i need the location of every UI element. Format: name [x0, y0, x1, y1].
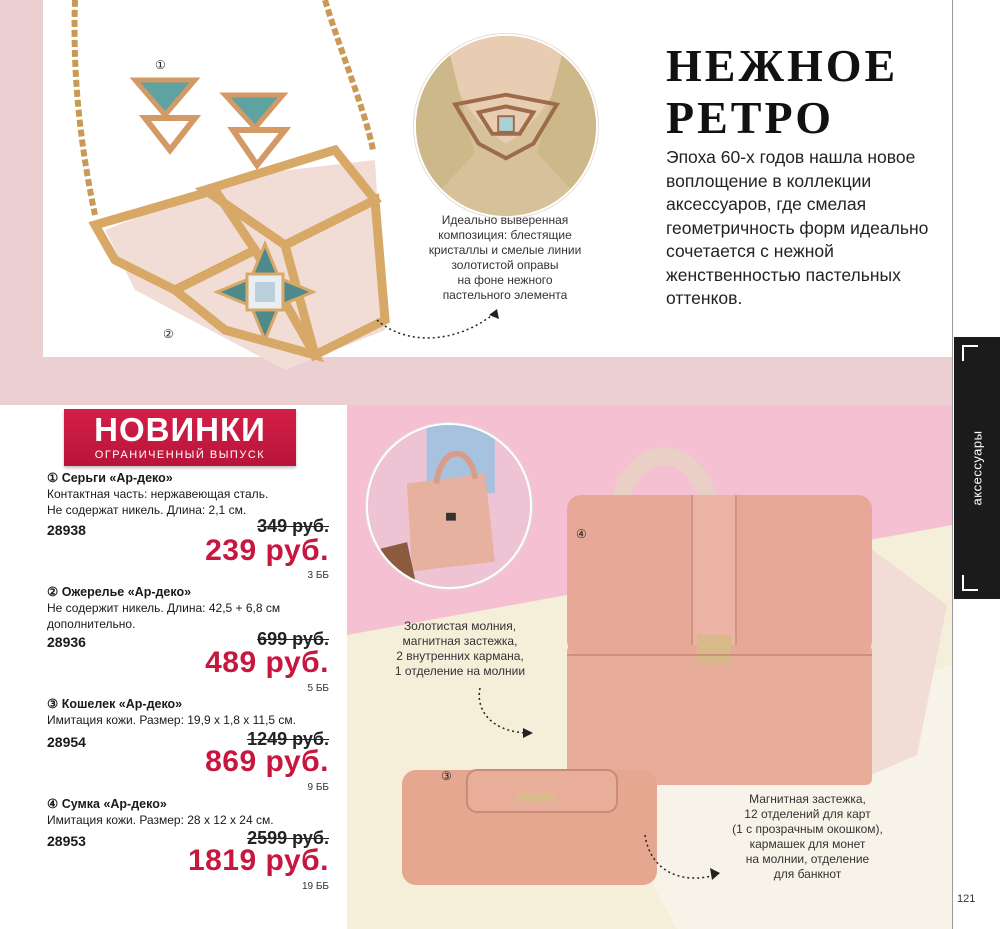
points: 3 ББ	[307, 570, 329, 581]
points: 9 ББ	[307, 782, 329, 793]
product-desc: Контактная часть: нержавеющая сталь. Не содержат никель. Длина: 2,1 см.	[47, 487, 269, 517]
product-item-bag	[47, 796, 337, 896]
badge-subtitle: ОГРАНИЧЕННЫЙ ВЫПУСК	[94, 449, 266, 461]
bag-caption: Золотистая молния, магнитная застежка, 2 внутренних кармана, 1 отделение на молнии	[394, 619, 526, 678]
product-code: 28953	[47, 833, 86, 849]
necklace-marker: ②	[163, 327, 174, 341]
product-item-wallet	[47, 696, 337, 796]
old-price: 2599 руб.	[247, 828, 329, 848]
product-item-necklace	[47, 584, 337, 696]
product-name: ② Ожерелье «Ар-деко»	[47, 585, 192, 599]
new-price: 869 руб.	[205, 745, 329, 778]
product-code: 28954	[47, 734, 86, 750]
bag-arrow	[475, 683, 545, 743]
old-price: 349 руб.	[257, 516, 329, 536]
necklace-caption: Идеально выверенная композиция: блестящие кристаллы и смелые линии золотистой оправы на фоне нежного пастельного элемента	[428, 213, 582, 302]
model-necklace-photo	[414, 34, 598, 218]
product-name: ① Серьги «Ар-деко»	[47, 471, 173, 485]
new-price: 239 руб.	[205, 534, 329, 567]
product-code: 28938	[47, 522, 86, 538]
bracket-top-icon	[962, 345, 978, 361]
old-price: 1249 руб.	[247, 729, 329, 749]
wallet-caption: Магнитная застежка, 12 отделений для карт (1 с прозрачным окошком), кармашек для монет на молнии, отделение для банкнот	[732, 792, 883, 881]
product-desc: Имитация кожи. Размер: 19,9 х 1,8 х 11,5 см.	[47, 713, 297, 727]
page-title: НЕЖНОЕ РЕТРО	[666, 40, 899, 143]
new-price: 1819 руб.	[187, 844, 329, 877]
bracket-bottom-icon	[962, 575, 978, 591]
earrings-marker: ①	[155, 58, 166, 72]
lead-text: Эпоха 60-х годов нашла новое воплощение в коллекции аксессуаров, где смелая геометричность форм идеально сочетается с нежной женственностью пастельных оттенков.	[666, 147, 929, 308]
wallet-marker: ③	[441, 769, 452, 783]
product-name: ④ Сумка «Ар-деко»	[47, 797, 167, 811]
product-code: 28936	[47, 634, 86, 650]
points: 19 ББ	[301, 881, 329, 892]
product-desc: Имитация кожи. Размер: 28 х 12 х 24 см.	[47, 813, 274, 827]
necklace-arrow	[375, 305, 505, 345]
product-desc: Не содержит никель. Длина: 42,5 + 6,8 см дополнительно.	[47, 601, 281, 631]
page-number: 121	[957, 893, 976, 905]
new-price: 489 руб.	[205, 646, 329, 679]
points: 5 ББ	[307, 683, 329, 694]
old-price: 699 руб.	[257, 629, 329, 649]
section-tab-label: аксессуары	[969, 430, 985, 506]
product-name: ③ Кошелек «Ар-деко»	[47, 697, 183, 711]
section-tab[interactable]	[954, 337, 1000, 599]
badge-title: НОВИНКИ	[94, 411, 266, 448]
model-bag-photo	[366, 423, 532, 589]
wallet-arrow	[640, 830, 725, 890]
product-item-earrings	[47, 470, 337, 582]
novinki-badge	[64, 409, 296, 466]
side-rule	[952, 0, 953, 929]
bag-marker: ④	[576, 527, 587, 541]
